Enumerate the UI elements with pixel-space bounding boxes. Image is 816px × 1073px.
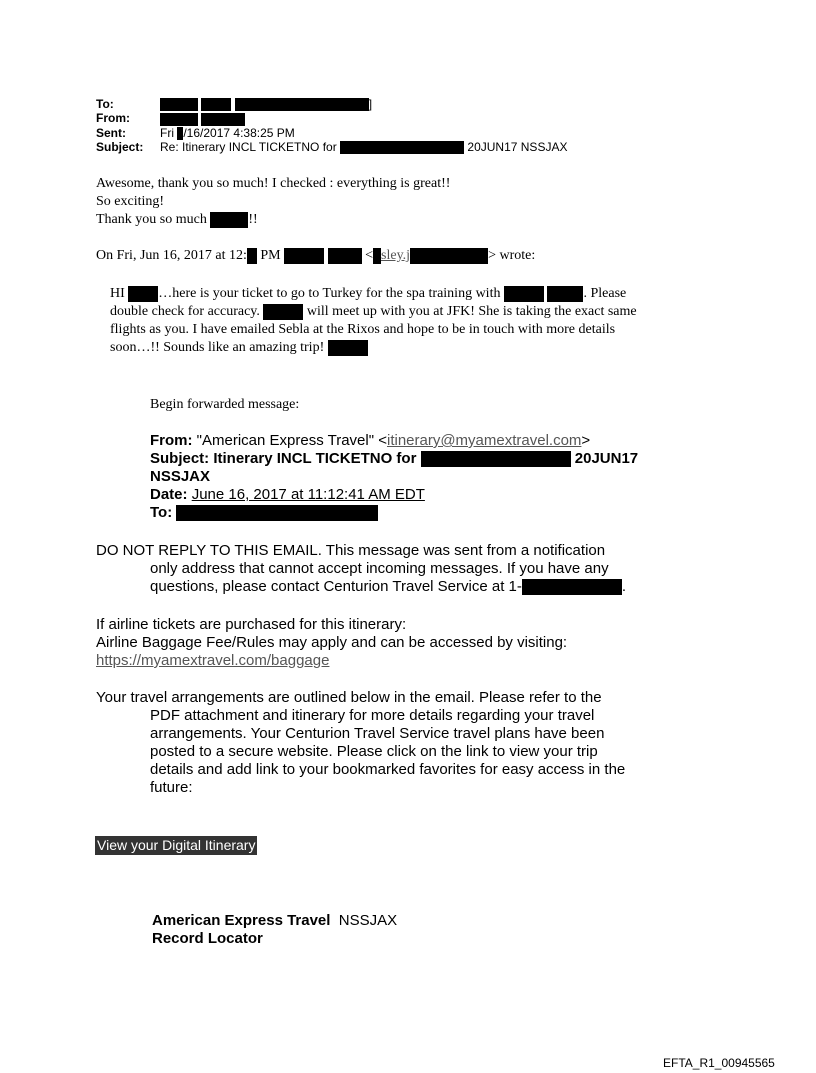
fwd-from-email-link[interactable]: itinerary@myamextravel.com: [386, 432, 582, 449]
quoted-line-2: double check for accuracy. will meet up with you at JFK! She is taking the exact same: [110, 304, 637, 319]
redaction: [504, 286, 544, 302]
fwd-to-row: To:: [150, 504, 638, 522]
sent-prefix: Fri: [160, 125, 174, 140]
sent-value: /16/2017 4:38:25 PM: [183, 125, 295, 140]
do-not-reply-notice: DO NOT REPLY TO THIS EMAIL. This message was sent from a notification only address that cannot accept incoming messages. If you have any questions, please contact Centurion Travel Service at 1- .: [96, 542, 627, 595]
sender-email-link[interactable]: sley.j: [381, 248, 411, 263]
redaction: [421, 451, 571, 467]
redaction: [274, 505, 378, 521]
redaction: [176, 505, 274, 521]
to-row: [96, 97, 567, 111]
record-value: NSSJAX: [338, 912, 398, 929]
arrangements-text: Your travel arrangements are outlined below in the email. Please refer to the PDF attachment and itinerary for more details regarding your travel arrangements. Your Centurion Travel Service travel plans have been posted to a secure website. Please click on the link to view your trip details and add link to your bookmarked favorites for easy access in the future:: [96, 689, 626, 796]
record-locator-block: [152, 912, 397, 948]
subject-row: [96, 140, 567, 154]
reply-line-1: Awesome, thank you so much! I checked : everything is great!!: [96, 176, 451, 191]
sent-label: Sent:: [96, 125, 126, 140]
quoted-line-1: HI …here is your ticket to go to Turkey for the spa training with . Please: [110, 286, 627, 301]
forwarded-begin: Begin forwarded message:: [150, 397, 300, 412]
redaction: [328, 248, 362, 264]
record-locator-label: Record Locator: [152, 930, 263, 947]
record-title: American Express Travel: [152, 912, 331, 929]
quoted-line-4: soon…!! Sounds like an amazing trip!: [110, 339, 637, 357]
from-row: [96, 111, 567, 125]
subject-suffix: 20JUN17 NSSJAX: [467, 139, 568, 154]
redaction: [373, 248, 381, 264]
redaction: [263, 304, 303, 320]
redaction: [247, 248, 257, 264]
document-id: EFTA_R1_00945565: [663, 1056, 775, 1070]
quote-header: On Fri, Jun 16, 2017 at 12: PM < sley.j > wrote:: [96, 248, 536, 263]
reply-line-3: Thank you so much !!: [96, 212, 258, 227]
subject-prefix: Re: Itinerary INCL TICKETNO for: [160, 139, 337, 154]
redaction: [235, 98, 369, 111]
redaction: [160, 113, 198, 126]
redaction: [284, 248, 324, 264]
to-label: To:: [96, 97, 114, 111]
forwarded-headers: [150, 432, 638, 522]
fwd-date-row: Date: June 16, 2017 at 11:12:41 AM EDT: [150, 486, 425, 503]
redaction: [210, 212, 248, 228]
fwd-from-row: From: "American Express Travel" <itinerary@myamextravel.com>: [150, 432, 591, 449]
redaction: [201, 98, 231, 111]
reply-line-2: So exciting!: [96, 194, 165, 209]
baggage-link[interactable]: https://myamextravel.com/baggage: [96, 652, 330, 669]
redaction: [160, 98, 198, 111]
quoted-line-3: flights as you. I have emailed Sebla at the Rixos and hope to be in touch with more details: [110, 322, 616, 337]
redaction: [340, 141, 464, 154]
view-digital-itinerary-button[interactable]: View your Digital Itinerary: [97, 837, 256, 853]
sent-row: [96, 126, 567, 140]
from-label: From:: [96, 111, 130, 126]
redaction: [522, 579, 622, 595]
redaction: [128, 286, 158, 302]
to-bracket: ]: [368, 97, 373, 111]
redaction: [547, 286, 583, 302]
email-header: [96, 97, 567, 154]
quoted-message: [110, 285, 637, 357]
redaction: [410, 248, 488, 264]
redaction: [201, 113, 245, 126]
fwd-subject-row: Subject: Itinerary INCL TICKETNO for 20JUN17: [150, 450, 639, 467]
reply-body: [96, 175, 450, 229]
subject-label: Subject:: [96, 139, 144, 154]
redaction: [328, 340, 368, 356]
baggage-info: If airline tickets are purchased for this itinerary: Airline Baggage Fee/Rules may apply and can be accessed by visiting: https://myamextravel.com/baggage: [96, 616, 568, 669]
fwd-subject-row-2: NSSJAX: [150, 468, 211, 485]
